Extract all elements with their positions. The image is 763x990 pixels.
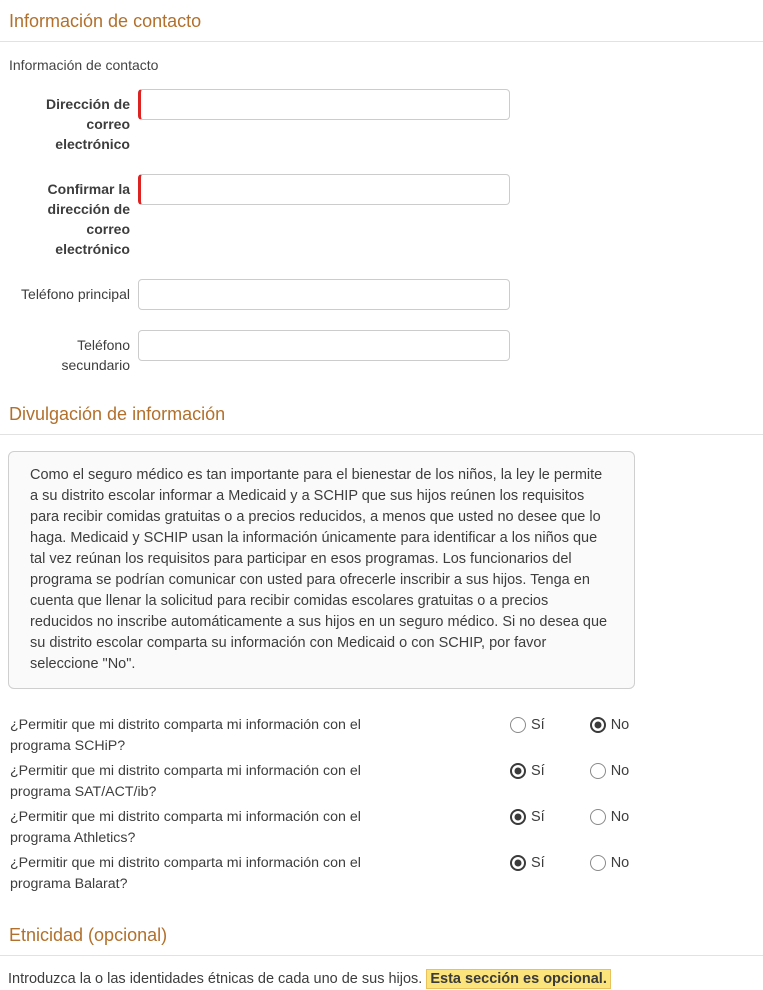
secondary-phone-field-label: Teléfono secundario (61, 337, 130, 373)
optional-section-highlight: Esta sección es opcional. (426, 969, 611, 989)
question-row-balarat (10, 853, 763, 895)
radio-yes-label: Sí (531, 717, 545, 733)
question-text: ¿Permitir que mi distrito comparta mi información con el programa SAT/ACT/ib? (10, 763, 361, 800)
radio-circle-icon[interactable] (590, 717, 606, 733)
radio-no-label: No (610, 717, 630, 733)
radio-circle-icon[interactable] (510, 717, 526, 733)
radio-option-no[interactable] (590, 855, 630, 871)
radio-option-yes[interactable] (510, 855, 545, 871)
radio-circle-icon[interactable] (590, 809, 606, 825)
question-row-schip (10, 715, 763, 757)
ethnicity-section-header: Etnicidad (opcional) (0, 920, 763, 956)
question-text: ¿Permitir que mi distrito comparta mi información con el programa Athletics? (10, 809, 361, 846)
ethnicity-intro (8, 969, 763, 990)
radio-option-no[interactable] (590, 717, 630, 733)
radio-yes-label: Sí (531, 809, 545, 825)
confirm-email-field-row (0, 174, 763, 259)
primary-phone-field-label: Teléfono principal (21, 286, 130, 302)
disclosure-section-header: Divulgación de información (0, 399, 763, 435)
primary-phone-input[interactable] (138, 279, 510, 310)
ethnicity-intro-text: Introduzca la o las identidades étnicas de cada uno de sus hijos. (8, 971, 423, 987)
question-text: ¿Permitir que mi distrito comparta mi información con el programa Balarat? (10, 855, 361, 892)
disclosure-notice-box: Como el seguro médico es tan importante para el bienestar de los niños, la ley le permite a su distrito escolar informar a Medicaid y a SCHIP que sus hijos reúnen los requisitos para recibir comidas gratuitas o a precios reducidos, a menos que usted no desee que lo haga. Medicaid y SCHIP usan la información únicamente para identificar a los niños que tal vez reúnan los requisitos para participar en esos programas. Los funcionarios del programa se podrían comunicar con usted para ofrecerle inscribir a sus hijos. Tenga en cuenta que llenar la solicitud para recibir comidas escolares gratuitas o a precios reducidos no inscribe automáticamente a sus hijos en un seguro médico. Si no desea que su distrito escolar comparta su información con Medicaid o con SCHIP, por favor seleccione "No". (8, 451, 635, 689)
radio-group-sat-act-ib (510, 761, 629, 779)
radio-circle-icon[interactable] (510, 855, 526, 871)
contact-section-header: Información de contacto (0, 6, 763, 42)
secondary-phone-input[interactable] (138, 330, 510, 361)
radio-option-no[interactable] (590, 763, 630, 779)
radio-no-label: No (610, 855, 630, 871)
radio-circle-icon[interactable] (510, 809, 526, 825)
email-field-label: Dirección de correo electrónico (45, 96, 130, 152)
radio-group-balarat (510, 853, 629, 871)
question-row-athletics (10, 807, 763, 849)
primary-phone-field-row (0, 279, 763, 310)
radio-circle-icon[interactable] (590, 763, 606, 779)
radio-option-yes[interactable] (510, 763, 545, 779)
confirm-email-input[interactable] (138, 174, 510, 205)
radio-circle-icon[interactable] (590, 855, 606, 871)
radio-group-schip (510, 715, 629, 733)
secondary-phone-field-row (0, 330, 763, 375)
email-input[interactable] (138, 89, 510, 120)
radio-group-athletics (510, 807, 629, 825)
contact-subtitle: Información de contacto (9, 57, 159, 73)
email-field-row (0, 89, 763, 154)
question-row-sat-act-ib (10, 761, 763, 803)
radio-option-no[interactable] (590, 809, 630, 825)
radio-no-label: No (610, 809, 630, 825)
radio-option-yes[interactable] (510, 717, 545, 733)
radio-yes-label: Sí (531, 763, 545, 779)
radio-option-yes[interactable] (510, 809, 545, 825)
confirm-email-field-label: Confirmar la dirección de correo electrónico (47, 181, 130, 257)
question-text: ¿Permitir que mi distrito comparta mi información con el programa SCHiP? (10, 717, 361, 754)
radio-no-label: No (610, 763, 630, 779)
radio-yes-label: Sí (531, 855, 545, 871)
disclosure-questions (0, 715, 763, 895)
radio-circle-icon[interactable] (510, 763, 526, 779)
